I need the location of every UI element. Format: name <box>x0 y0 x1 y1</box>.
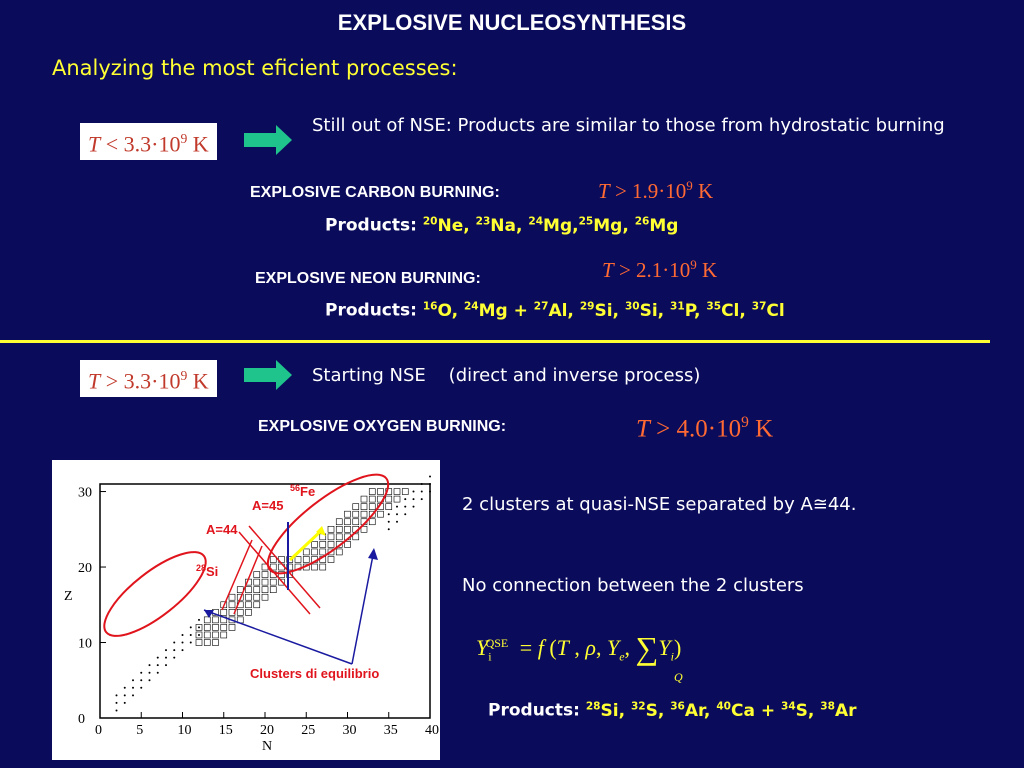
neon-burning-heading: EXPLOSIVE NEON BURNING: <box>255 270 481 287</box>
nuclide-cell <box>237 609 243 615</box>
nuclide-cell <box>204 632 210 638</box>
nuclide-dot <box>413 498 415 500</box>
nuclide-cell <box>369 519 375 525</box>
nuclide-cell <box>204 624 210 630</box>
qse-equation: $Y_i^{QSE} = f$ (T , ρ, $Y_e$, $\sum Y_i$) Q <box>476 630 683 684</box>
nuclide-cell <box>336 519 342 525</box>
nuclide-dot <box>396 506 398 508</box>
nuclide-dot <box>124 702 126 704</box>
nuclide-cell <box>328 526 334 532</box>
nuclide-dot <box>116 702 118 704</box>
nuclide-dot <box>173 649 175 651</box>
nuclide-cell <box>353 504 359 510</box>
nuclide-cell <box>204 617 210 623</box>
connection-note: No connection between the 2 clusters <box>462 575 804 596</box>
nuclide-cell <box>336 526 342 532</box>
nuclide-cell <box>369 504 375 510</box>
nuclide-dot <box>182 642 184 644</box>
nuclide-cell <box>221 632 227 638</box>
nuclide-dot <box>182 649 184 651</box>
nuclide-cell <box>345 519 351 525</box>
y-tick-label: 0 <box>78 712 85 727</box>
nuclide-cell <box>320 541 326 547</box>
nuclide-dot <box>388 521 390 523</box>
clusters-label: Clusters di equilibrio <box>250 666 380 681</box>
nuclide-dot <box>140 679 142 681</box>
nuclide-cell <box>312 549 318 555</box>
blue-arrow-2 <box>352 550 374 664</box>
y-tick-label: 30 <box>78 485 92 501</box>
products-label: Products: <box>325 300 417 321</box>
nuclide-cell <box>328 556 334 562</box>
nuclide-dot <box>149 672 151 674</box>
right-arrow-icon <box>244 133 278 147</box>
nuclide-dot <box>140 687 142 689</box>
nuclide-cell <box>262 572 268 578</box>
nuclide-cell <box>336 549 342 555</box>
nuclide-cell <box>221 624 227 630</box>
nuclide-dot <box>404 513 406 515</box>
nuclide-cell <box>270 587 276 593</box>
nuclide-cell <box>361 504 367 510</box>
carbon-products-list: $^{20}$Ne, $^{23}$Na, $^{24}$Mg,$^{25}$Mg, $^{26}$Mg <box>422 215 679 236</box>
blue-arrow-1 <box>204 610 352 664</box>
products-label: Products: <box>488 700 580 721</box>
nuclide-dot <box>198 626 200 628</box>
x-tick-label: 5 <box>136 723 144 738</box>
nuclide-cell <box>361 511 367 517</box>
nuclide-cell <box>369 489 375 495</box>
nse-description: Starting NSE (direct and inverse process) <box>312 365 701 386</box>
upper-cluster <box>295 489 408 570</box>
nuclide-dot <box>421 491 423 493</box>
x-tick-label: 15 <box>218 723 233 738</box>
nuclide-dot <box>157 657 159 659</box>
nuclide-cell <box>320 564 326 570</box>
nuclide-dot <box>165 649 167 651</box>
nuclide-cell <box>246 609 252 615</box>
nuclide-dot <box>421 498 423 500</box>
oxygen-burning-heading: EXPLOSIVE OXYGEN BURNING: <box>258 418 507 435</box>
nuclide-cell <box>345 541 351 547</box>
nuclide-dot <box>173 642 175 644</box>
nuclide-chart-figure <box>52 460 440 760</box>
x-tick-label: 10 <box>177 723 192 738</box>
y-axis-label: Z <box>64 589 73 604</box>
plot-frame <box>100 484 430 718</box>
non-nse-description: Still out of NSE: Products are similar to those from hydrostatic burning <box>312 115 945 136</box>
fe-label: $^{56}$Fe <box>290 483 316 499</box>
si-label: $^{28}$Si <box>196 563 219 579</box>
nuclide-dot <box>116 709 118 711</box>
carbon-products <box>325 215 678 236</box>
nuclide-cell <box>295 556 301 562</box>
nuclide-dot <box>396 521 398 523</box>
nuclide-dot <box>198 619 200 621</box>
nuclide-cell <box>394 496 400 502</box>
right-arrow-icon-2 <box>244 368 278 382</box>
nuclide-cell <box>262 579 268 585</box>
nuclide-dot <box>413 506 415 508</box>
nuclide-dot <box>124 694 126 696</box>
oxygen-temperature: $T > 4.0\cdot 10^9$ K <box>636 414 774 443</box>
nuclide-cell <box>262 587 268 593</box>
nuclide-dot <box>132 694 134 696</box>
nuclide-cell <box>213 632 219 638</box>
neon-temperature: $T > 2.1\cdot 10^9$ K <box>602 257 718 282</box>
nuclide-cell <box>394 489 400 495</box>
nuclide-dot <box>173 657 175 659</box>
nuclide-dot <box>190 634 192 636</box>
nuclide-cell <box>386 496 392 502</box>
nuclide-cell <box>328 541 334 547</box>
x-tick-label: 20 <box>260 723 274 738</box>
a44-line-2 <box>234 546 262 614</box>
nuclide-dot <box>429 491 431 493</box>
nuclide-dot <box>421 483 423 485</box>
nuclide-cell <box>254 572 260 578</box>
neon-products-list: $^{16}$O, $^{24}$Mg + $^{27}$Al, $^{29}$Si, $^{30}$Si, $^{31}$P, $^{35}$Cl, $^{37}$Cl <box>422 300 785 321</box>
nuclide-dot <box>198 634 200 636</box>
x-tick-label: 25 <box>301 723 316 738</box>
nuclide-dot <box>165 657 167 659</box>
nuclide-dot <box>388 528 390 530</box>
nuclide-dot <box>388 513 390 515</box>
nuclide-dot <box>124 687 126 689</box>
nuclide-cell <box>213 640 219 646</box>
nuclide-dot <box>413 491 415 493</box>
nuclide-cell <box>229 602 235 608</box>
nuclide-cell <box>369 496 375 502</box>
nuclide-dot <box>157 664 159 666</box>
blue-arrowhead-2 <box>368 548 378 560</box>
nuclide-cell <box>386 504 392 510</box>
nuclide-cell <box>320 549 326 555</box>
nuclide-dot <box>132 687 134 689</box>
nuclide-chart-svg <box>52 460 440 760</box>
nuclide-cell <box>254 587 260 593</box>
tick-group <box>78 486 439 738</box>
divider-line <box>0 340 990 343</box>
nuclide-cell <box>353 519 359 525</box>
y-tick-label: 10 <box>78 636 92 652</box>
nuclide-cell <box>221 609 227 615</box>
x-tick-label: 35 <box>383 723 398 738</box>
temperature-formula-box: $T < 3.3\cdot 10^9$ K <box>80 123 217 160</box>
nuclide-cell <box>262 594 268 600</box>
nuclide-dot <box>149 679 151 681</box>
nuclide-dot <box>429 483 431 485</box>
oxygen-products <box>488 700 856 721</box>
a45-label: A=45 <box>252 498 284 513</box>
nuclide-cell <box>402 489 408 495</box>
nuclide-cell <box>246 602 252 608</box>
nuclide-dot <box>404 498 406 500</box>
x-tick-label: 0 <box>95 723 102 738</box>
x-tick-label: 30 <box>342 723 357 738</box>
nuclide-cell <box>345 511 351 517</box>
products-label: Products: <box>325 215 417 236</box>
nuclide-cell <box>270 579 276 585</box>
page-title: EXPLOSIVE NUCLEOSYNTHESIS <box>337 10 687 35</box>
x-axis-label: N <box>262 739 273 754</box>
nuclide-cell <box>204 640 210 646</box>
nuclide-cell <box>345 526 351 532</box>
page-subtitle: Analyzing the most eficient processes: <box>52 56 458 80</box>
clusters-note: 2 clusters at quasi-NSE separated by A≅44. <box>462 494 857 515</box>
nuclide-dot <box>404 506 406 508</box>
nuclide-cell <box>254 579 260 585</box>
nuclide-cell <box>254 602 260 608</box>
nuclide-cell <box>213 617 219 623</box>
nuclide-dot <box>429 475 431 477</box>
nuclide-dot <box>190 626 192 628</box>
nuclide-cell <box>378 511 384 517</box>
nuclide-dot <box>132 679 134 681</box>
temperature-formula-box-2: $T > 3.3\cdot 10^9$ K <box>80 360 217 397</box>
nuclide-cell <box>336 534 342 540</box>
nuclide-dot <box>157 672 159 674</box>
carbon-burning-heading: EXPLOSIVE CARBON BURNING: <box>250 184 500 201</box>
carbon-temperature: $T > 1.9\cdot 10^9$ K <box>598 178 714 203</box>
nuclide-cell <box>312 541 318 547</box>
nuclide-dot <box>116 694 118 696</box>
nuclide-cell <box>254 594 260 600</box>
nuclide-cell <box>353 511 359 517</box>
nuclide-cell <box>246 587 252 593</box>
nuclide-cell <box>246 594 252 600</box>
nuclide-cell <box>303 549 309 555</box>
nuclide-cell <box>229 624 235 630</box>
nuclide-cell <box>229 594 235 600</box>
y-tick-label: 20 <box>78 561 92 577</box>
nuclide-dot <box>182 634 184 636</box>
nuclide-cell <box>196 640 202 646</box>
nuclide-cell <box>378 489 384 495</box>
oxygen-products-list: $^{28}$Si, $^{32}$S, $^{36}$Ar, $^{40}$Ca + $^{34}$S, $^{38}$Ar <box>585 700 857 721</box>
nuclide-dot <box>396 513 398 515</box>
x-tick-label: 40 <box>425 723 439 738</box>
lower-cluster-ellipse <box>93 538 218 649</box>
nuclide-dot <box>140 672 142 674</box>
nuclide-dot <box>149 664 151 666</box>
neon-products <box>325 300 785 321</box>
nuclide-cell <box>213 624 219 630</box>
nuclide-cell <box>312 564 318 570</box>
upper-cluster-ellipse <box>255 460 401 588</box>
nuclide-cell <box>361 496 367 502</box>
a44-label: A=44 <box>206 522 238 537</box>
nuclide-dot <box>165 664 167 666</box>
nuclide-cell <box>303 556 309 562</box>
nuclide-cell <box>328 534 334 540</box>
nuclide-dot <box>190 642 192 644</box>
